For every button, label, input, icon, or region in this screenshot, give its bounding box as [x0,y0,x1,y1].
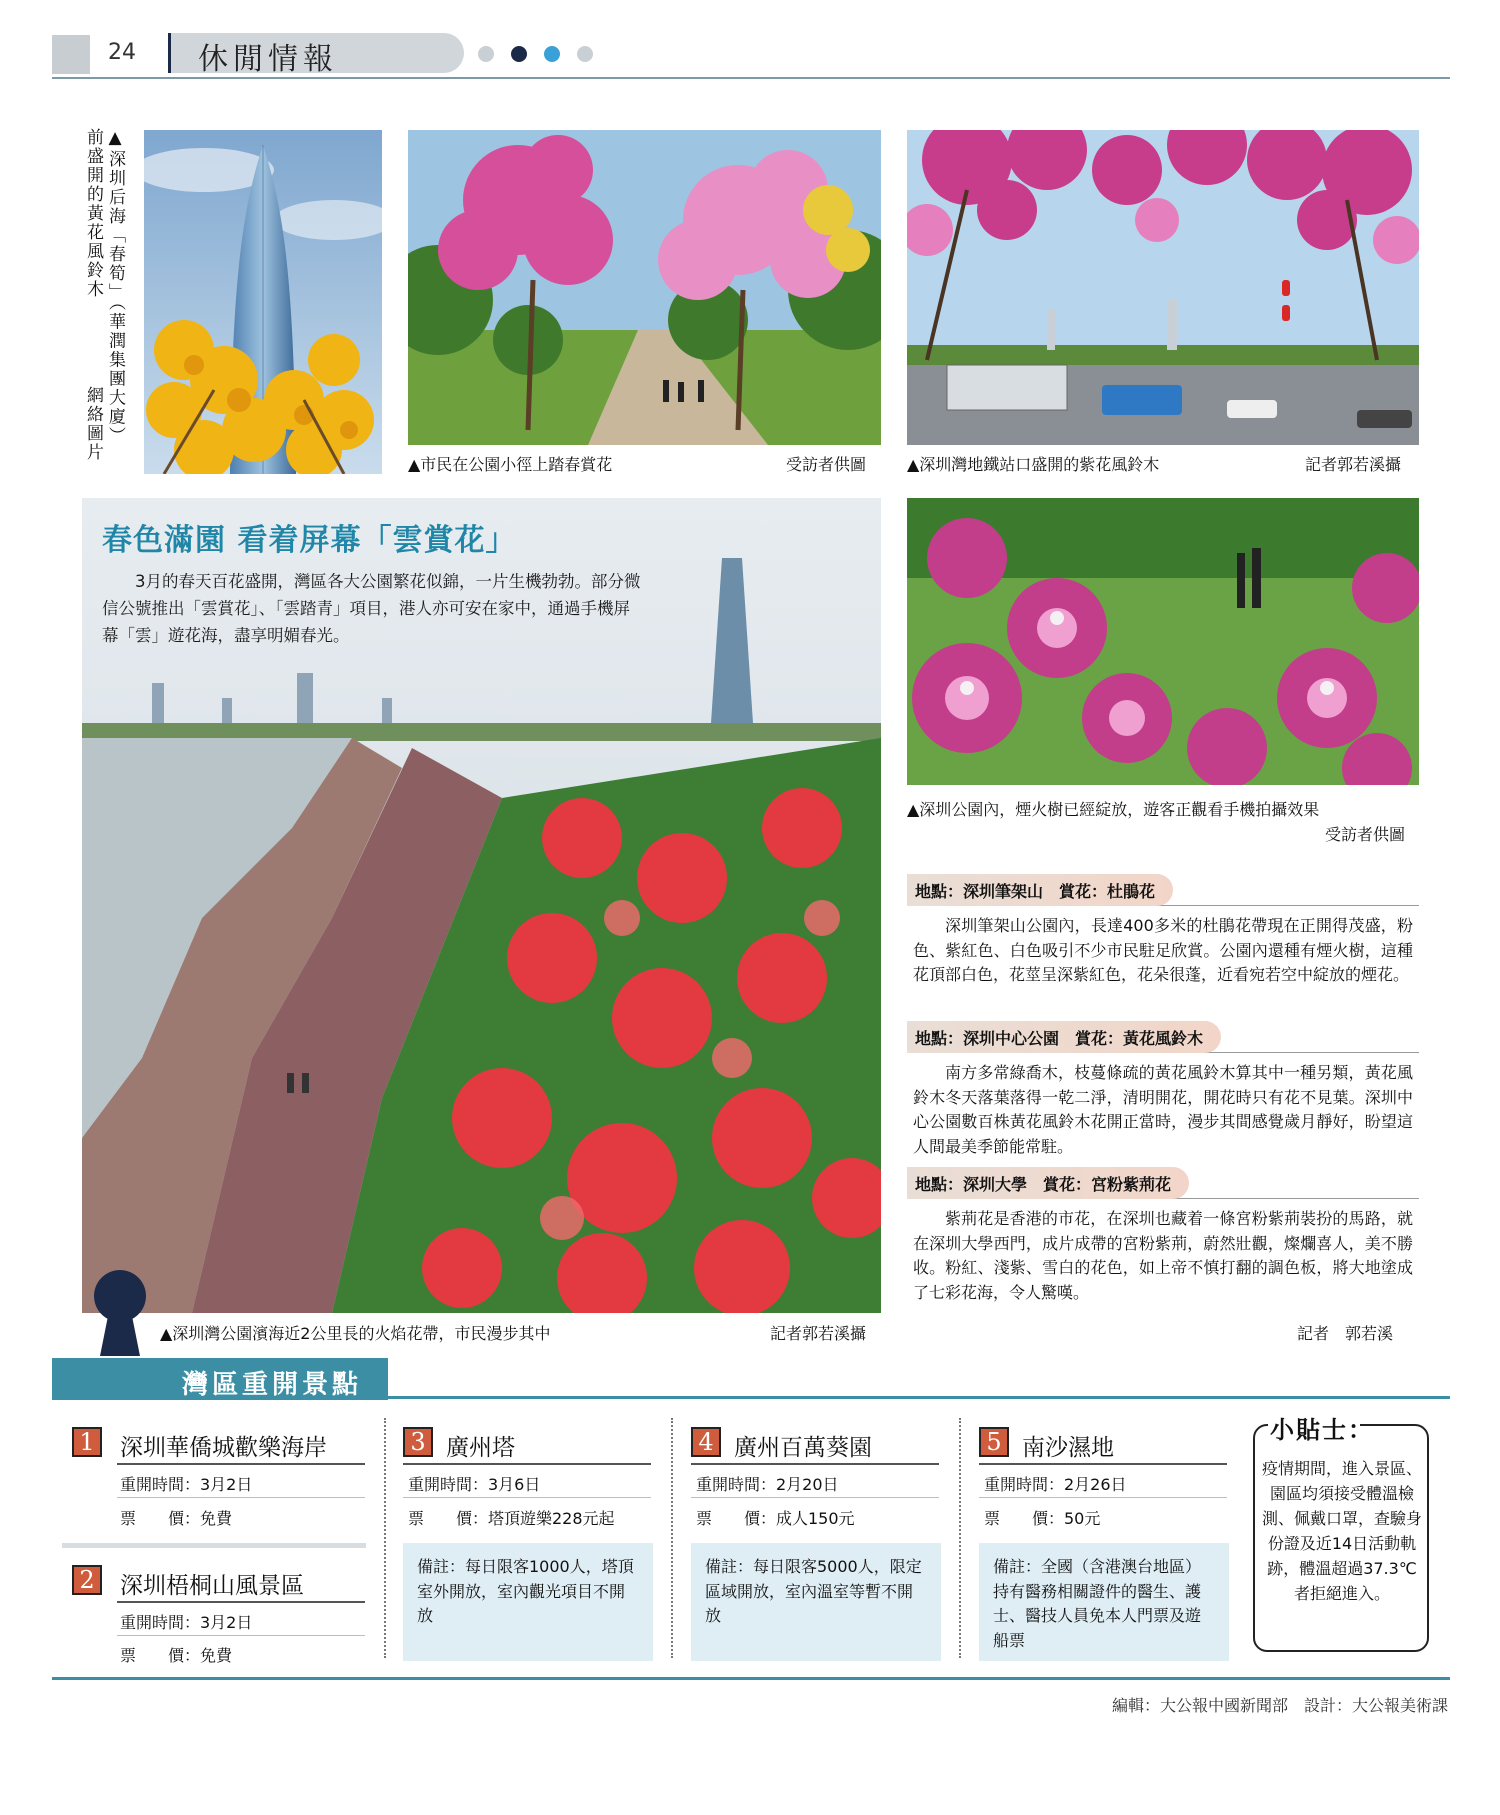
spot-4-number: 4 [691,1427,721,1457]
column-divider-1 [384,1418,386,1658]
location-1-text: 深圳筆架山公園內，長達400多米的杜鵑花帶現在正開得茂盛，粉色、紫紅色、白色吸引不少市民駐足欣賞。公園內還種有煙火樹，這種花頂部白色，花莖呈深紫紅色，花朵很蓬，近看宛若空中綻放的煙花。 [913,916,1413,984]
spot-4-ticket: 票 價：成人150元 [696,1509,855,1528]
coast-caption: ▲深圳灣公園濱海近2公里長的火焰花帶，市民漫步其中 [160,1324,551,1343]
header-dot-2 [511,46,527,62]
header-dot-1 [478,46,494,62]
footer-credits: 編輯：大公報中國新聞部 設計：大公報美術課 [1111,1696,1448,1715]
spot-1-reopen: 重開時間：3月2日 [120,1475,253,1494]
spot-2-name: 深圳梧桐山風景區 [120,1573,304,1599]
spot-3-row-rule [403,1497,651,1498]
spot-5-name: 南沙濕地 [1022,1435,1114,1461]
spot-1-name-rule [117,1463,365,1465]
location-2-tab: 地點：深圳中心公園 賞花：黃花風鈴木 [907,1021,1221,1053]
spot-4-note: 備註：每日限客5000人，限定區域開放，室內溫室等暫不開放 [691,1543,941,1661]
park-path-caption: ▲市民在公園小徑上踏春賞花 [408,455,613,474]
location-3-tab: 地點：深圳大學 賞花：宮粉紫荊花 [907,1167,1189,1199]
section-title: 休閒情報 [198,42,338,77]
spot-3-reopen: 重開時間：3月6日 [408,1475,541,1494]
spot-5-row-rule [979,1497,1227,1498]
spot-3-ticket: 票 價：塔頂遊樂228元起 [408,1509,615,1528]
spot-2-ticket: 票 價：免費 [120,1646,233,1665]
spot-5-ticket: 票 價：50元 [984,1509,1101,1528]
column-divider-3 [959,1418,961,1658]
spot-5-name-rule [979,1463,1227,1465]
page-number: 24 [108,40,136,65]
metro-photo [907,130,1419,445]
coast-credit: 記者郭若溪攝 [770,1324,867,1343]
feature-text: 3月的春天百花盛開，灣區各大公園繁花似錦，一片生機勃勃。部分微信公號推出「雲賞花」、「雲踏青」項目，港人亦可安在家中，通過手機屏幕「雲」遊花海，盡享明媚春光。 [102,572,641,645]
firework-tree-caption: ▲深圳公園內，煙火樹已經綻放，遊客正觀看手機拍攝效果 [907,800,1320,819]
spot-4-name-rule [691,1463,939,1465]
header-rule [52,77,1450,79]
section-banner-rule [388,1396,1450,1399]
section-banner-title: 灣區重開景點 [182,1370,363,1400]
spot-separator [62,1543,366,1548]
spot-2-name-rule [117,1601,365,1603]
spot-3-name-rule [403,1463,651,1465]
spot-5-note: 備註：全國（含港澳台地區）持有醫務相關證件的醫生、護士、醫技人員免本人門票及遊船票 [979,1543,1229,1661]
spot-2-row-rule [117,1635,365,1636]
spot-1-number: 1 [72,1427,102,1457]
spot-5-reopen: 重開時間：2月26日 [984,1475,1127,1494]
tower-photo-credit: 網絡圖片 [83,386,103,462]
feature-title: 春色滿園 看着屏幕「雲賞花」 [102,523,517,558]
spot-1-name: 深圳華僑城歡樂海岸 [120,1435,327,1461]
firework-tree-image [907,498,1419,785]
spot-5-number: 5 [979,1427,1009,1457]
park-path-image [408,130,881,445]
park-path-credit: 受訪者供圖 [786,455,867,474]
header-dot-4 [577,46,593,62]
column-divider-2 [671,1418,673,1658]
tips-title: 小貼士： [1270,1416,1374,1444]
metro-photo-image [907,130,1419,445]
header-accent-block [52,35,90,74]
spot-1-ticket: 票 價：免費 [120,1509,233,1528]
spot-4-row-rule [691,1497,939,1498]
firework-tree-credit: 受訪者供圖 [1325,825,1406,844]
tips-text: 疫情期間，進入景區、園區均須接受體溫檢測、佩戴口罩，查驗身份證及近14日活動軌跡，體溫超過37.3℃者拒絕進入。 [1262,1459,1423,1603]
tower-photo [144,130,382,474]
spot-2-number: 2 [72,1565,102,1595]
tower-photo-caption: ▲深圳后海「春筍」（華潤集團大廈）前盛開的黃花風鈴木 [83,128,125,446]
spot-4-name: 廣州百萬葵園 [734,1435,872,1461]
park-path-photo [408,130,881,445]
byline: 記者 郭若溪 [1297,1324,1394,1343]
firework-tree-photo [907,498,1419,785]
section-title-bar [168,33,171,73]
metro-caption: ▲深圳灣地鐵站口盛開的紫花風鈴木 [907,455,1160,474]
bottom-rule [52,1677,1450,1680]
spot-3-number: 3 [403,1427,433,1457]
header-dot-3 [544,46,560,62]
spot-2-reopen: 重開時間：3月2日 [120,1613,253,1632]
spot-4-reopen: 重開時間：2月20日 [696,1475,839,1494]
location-2-text: 南方多常綠喬木，枝蔓條疏的黃花風鈴木算其中一種另類，黃花風鈴木冬天落葉落得一乾二淨，清明開花，開花時只有花不見葉。深圳中心公園數百株黃花風鈴木花開正當時，漫步其間感覺歲月靜好，盼望這人間最美季節能常駐。 [913,1063,1413,1156]
spot-1-row-rule [117,1497,365,1498]
location-1-tab: 地點：深圳筆架山 賞花：杜鵑花 [907,874,1173,906]
metro-credit: 記者郭若溪攝 [1305,455,1402,474]
tower-photo-image [144,130,382,474]
spot-3-name: 廣州塔 [446,1435,515,1461]
location-3-text: 紫荊花是香港的市花，在深圳也藏着一條宮粉紫荊裝扮的馬路，就在深圳大學西門，成片成帶的宮粉紫荊，蔚然壯觀，燦爛喜人，美不勝收。粉紅、淺紫、雪白的花色，如上帝不慎打翻的調色板，將大地塗成了七彩花海，令人驚嘆。 [913,1209,1413,1302]
spot-3-note: 備註：每日限客1000人，塔頂室外開放，室內觀光項目不開放 [403,1543,653,1661]
